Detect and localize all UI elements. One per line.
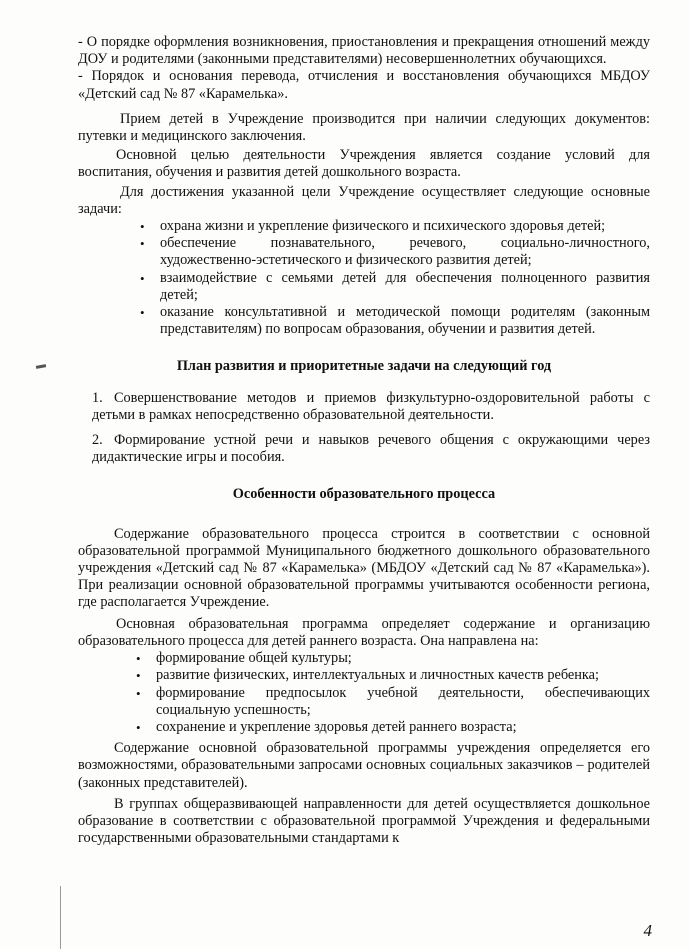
list-item-text: охрана жизни и укрепление физического и психического здоровья детей; [160, 218, 606, 235]
list-item [138, 218, 650, 235]
list-item [138, 270, 650, 304]
process-paragraph-2: Основная образовательная программа определяет содержание и организацию образовательного процесса для детей раннего возраста. Она направлена на: [78, 615, 650, 649]
scan-edge-line [60, 886, 61, 949]
list-item-text: Совершенствование методов и приемов физкультурно-оздоровительной работы с детьми в рамках непосредственно образовательной деятельности. [92, 389, 650, 423]
document-body [78, 34, 650, 847]
plan-list [78, 390, 650, 467]
program-goals-list [78, 650, 650, 736]
list-item [138, 304, 650, 338]
bullet-icon: • [140, 236, 145, 252]
list-item [138, 235, 650, 269]
list-item-text: развитие физических, интеллектуальных и личностных качеств ребенка; [156, 667, 599, 684]
process-heading: Особенности образовательного процесса [232, 486, 496, 503]
main-goal-paragraph: Основной целью деятельности Учреждения является создание условий для воспитания, обучения и развития детей дошкольного возраста. [78, 147, 650, 181]
plan-heading: План развития и приоритетные задачи на следующий год [176, 358, 552, 375]
content-paragraph: Содержание основной образовательной программы учреждения определяется его возможностями, образовательными запросами основных социальных заказчиков – родителей (законных представителей). [78, 740, 650, 791]
scan-artifact [36, 364, 46, 369]
list-item-text: обеспечение познавательного, речевого, социально-личностного, художественно-эстетического и физического развития детей; [160, 235, 650, 269]
list-item-text: взаимодействие с семьями детей для обеспечения полноценного развития детей; [160, 269, 650, 303]
bullet-icon: • [136, 651, 141, 667]
bullet-icon: • [140, 305, 145, 321]
intro-item-1: - О порядке оформления возникновения, приостановления и прекращения отношений между ДОУ и родителями (законными представителями) несовершеннолетних обучающихся. [78, 34, 650, 68]
list-item-number: 1. [92, 389, 103, 406]
bullet-icon: • [136, 685, 141, 701]
list-item [134, 667, 650, 684]
list-item [92, 390, 650, 424]
list-item-text: формирование общей культуры; [156, 650, 352, 667]
bullet-icon: • [136, 668, 141, 684]
list-item [92, 432, 650, 466]
tasks-intro-paragraph: Для достижения указанной цели Учреждение осуществляет следующие основные задачи: [78, 183, 650, 217]
list-item [134, 719, 650, 736]
groups-paragraph: В группах общеразвивающей направленности для детей осуществляется дошкольное образование в соответствии с образовательной программой Учреждения и федеральными государственными образовательными стандартами к [78, 795, 650, 847]
list-item-number: 2. [92, 432, 103, 449]
list-item-text: сохранение и укрепление здоровья детей раннего возраста; [156, 718, 517, 735]
page-number: 4 [643, 921, 652, 940]
list-item-text: оказание консультативной и методической помощи родителям (законным представителям) по вопросам образования, обучении и развития детей. [160, 304, 650, 338]
intro-item-2: - Порядок и основания перевода, отчисления и восстановления обучающихся МБДОУ «Детский сад № 87 «Карамелька». [78, 68, 650, 102]
bullet-icon: • [140, 270, 145, 286]
list-item-text: формирование предпосылок учебной деятельности, обеспечивающих социальную успешность; [156, 684, 650, 718]
tasks-list [78, 218, 650, 338]
process-paragraph-1: Содержание образовательного процесса строится в соответствии с основной образовательной программой Муниципального бюджетного дошкольного образовательного учреждения «Детский сад № 87 «Карамелька» (МБДОУ «Детский сад № 87 «Карамелька»). При реализации основной образовательной программы учитываются особенности региона, где располагается Учреждение. [78, 525, 650, 611]
bullet-icon: • [136, 719, 141, 735]
list-item [134, 685, 650, 719]
bullet-icon: • [140, 219, 145, 235]
list-item-text: Формирование устной речи и навыков речевого общения с окружающими через дидактические игры и пособия. [92, 432, 650, 466]
admission-paragraph: Прием детей в Учреждение производится при наличии следующих документов: путевки и медицинского заключения. [78, 110, 650, 145]
list-item [134, 650, 650, 667]
